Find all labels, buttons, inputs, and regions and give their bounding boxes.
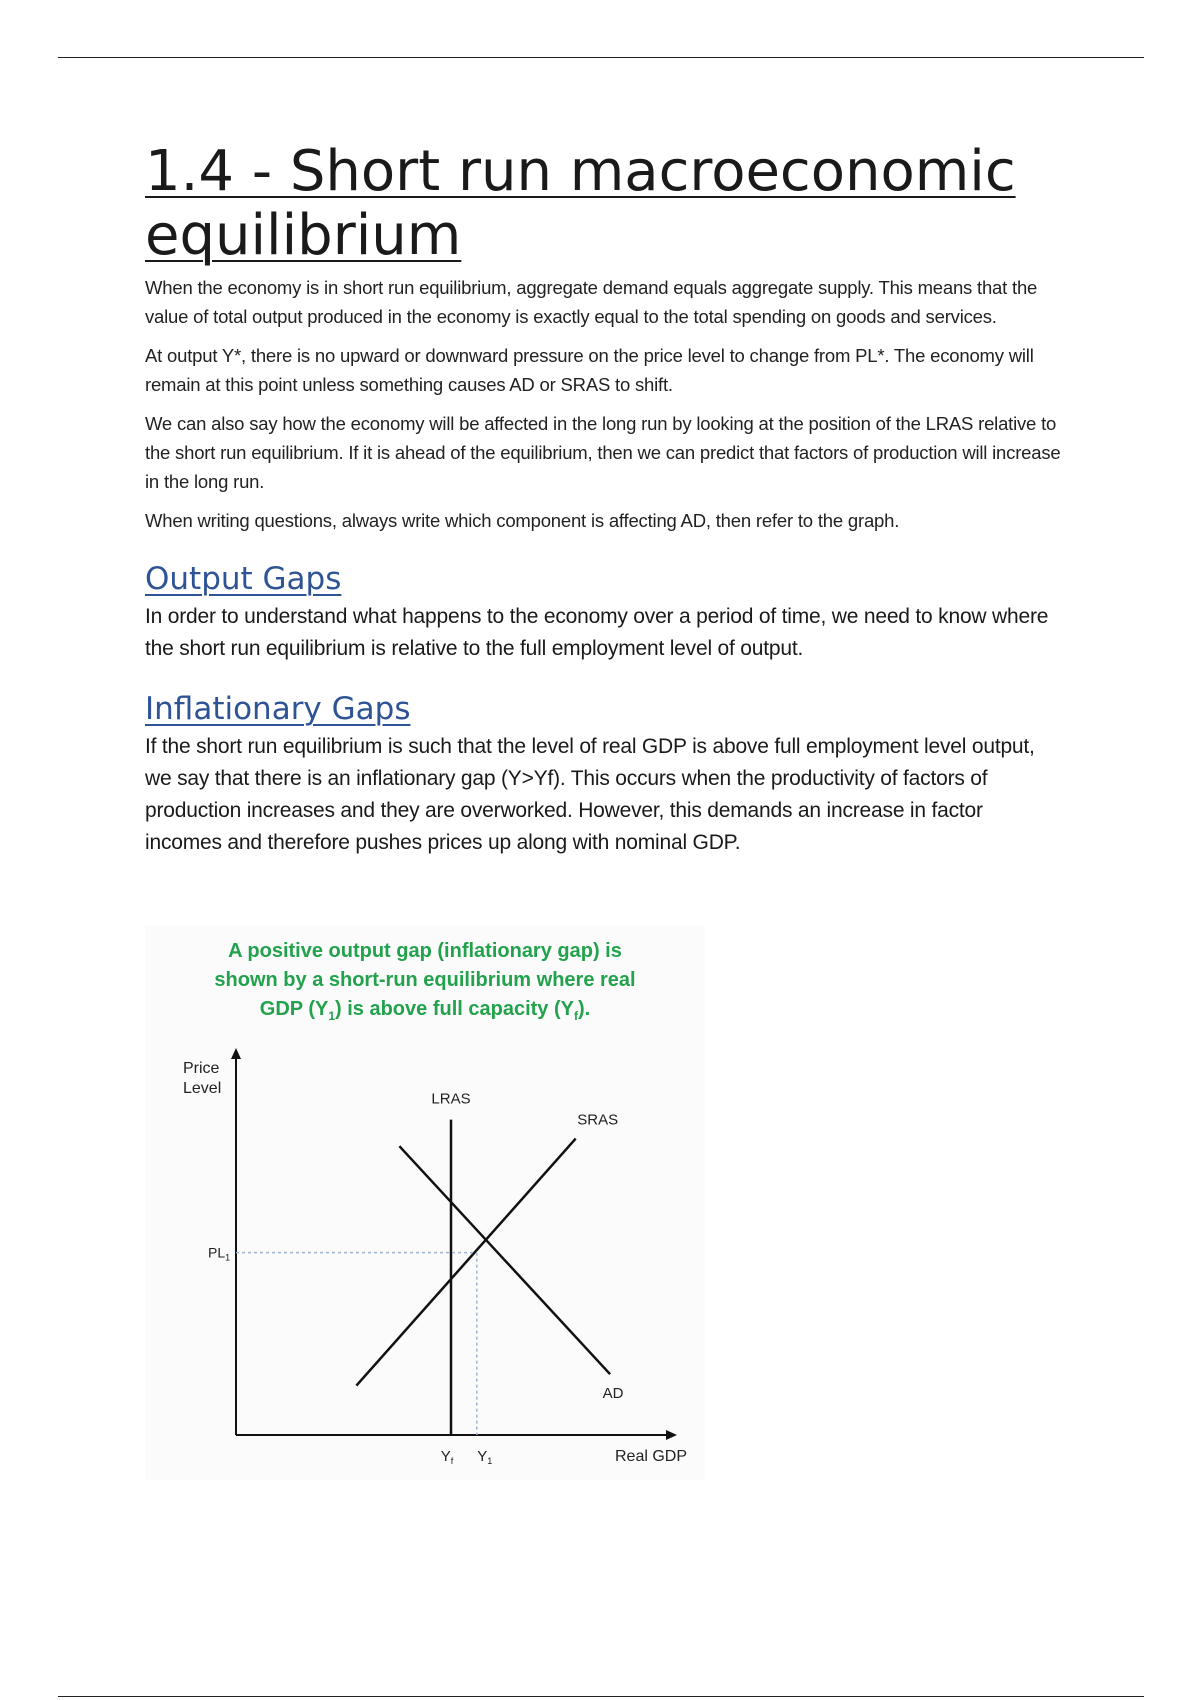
y-axis-label-line2: Level: [183, 1080, 222, 1097]
heading-inflationary-gaps: Inflationary Gaps: [145, 691, 411, 727]
inflationary-gap-figure: [145, 925, 705, 1480]
bottom-rule: [58, 1696, 1144, 1697]
lras-label: LRAS: [431, 1090, 471, 1108]
heading-output-gaps: Output Gaps: [145, 561, 342, 597]
sras-label: SRAS: [577, 1111, 619, 1129]
inflationary-gaps-body: If the short run equilibrium is such that the level of real GDP is above full employment level output, we say that there is an inflationary gap (Y>Yf). This occurs when the productivity of factors of production increases and they are overworked. However, this demands an increase in factor incomes and therefore pushes prices up along with nominal GDP.: [145, 735, 1035, 854]
y-axis-arrow: [231, 1048, 241, 1059]
page-title: 1.4 - Short run macroeconomic equilibrium: [145, 139, 1016, 268]
y-axis-label-line1: Price: [183, 1060, 220, 1077]
intro-paragraph-4: When writing questions, always write which component is affecting AD, then refer to the graph.: [145, 510, 900, 531]
ad-as-chart: [145, 925, 705, 1480]
x-axis-arrow: [666, 1430, 677, 1440]
sras-line: [356, 1139, 575, 1386]
intro-paragraph-2: At output Y*, there is no upward or downward pressure on the price level to change from PL*. The economy will remain at this point unless something causes AD or SRAS to shift.: [145, 345, 1034, 395]
caption-line-1: A positive output gap (inflationary gap) is: [228, 940, 622, 962]
ad-line: [399, 1146, 610, 1374]
intro-paragraph-1: When the economy is in short run equilibrium, aggregate demand equals aggregate supply. This means that the value of total output produced in the economy is exactly equal to the total spending on goods and services.: [145, 277, 1038, 327]
y1-tick-label: $Y_1$: [477, 1448, 493, 1466]
intro-paragraph-3: We can also say how the economy will be affected in the long run by looking at the position of the LRAS relative to the short run equilibrium. If it is ahead of the equilibrium, then we can predict that factors of production will increase in the long run.: [145, 413, 1061, 492]
top-rule: [58, 57, 1144, 58]
output-gaps-body: In order to understand what happens to the economy over a period of time, we need to know where the short run equilibrium is relative to the full employment level of output.: [145, 605, 1049, 660]
x-axis-label: Real GDP: [615, 1448, 688, 1465]
ad-label: AD: [602, 1385, 624, 1403]
caption-line-2: shown by a short-run equilibrium where real: [214, 969, 636, 991]
page-content: [145, 140, 1065, 859]
yf-tick-label: $Y_f$: [440, 1448, 454, 1466]
pl1-tick-label: $PL_1$: [208, 1244, 231, 1263]
caption-line-3: GDP $(Y_1)$ is above full capacity $(Y_f)$.: [259, 998, 591, 1023]
